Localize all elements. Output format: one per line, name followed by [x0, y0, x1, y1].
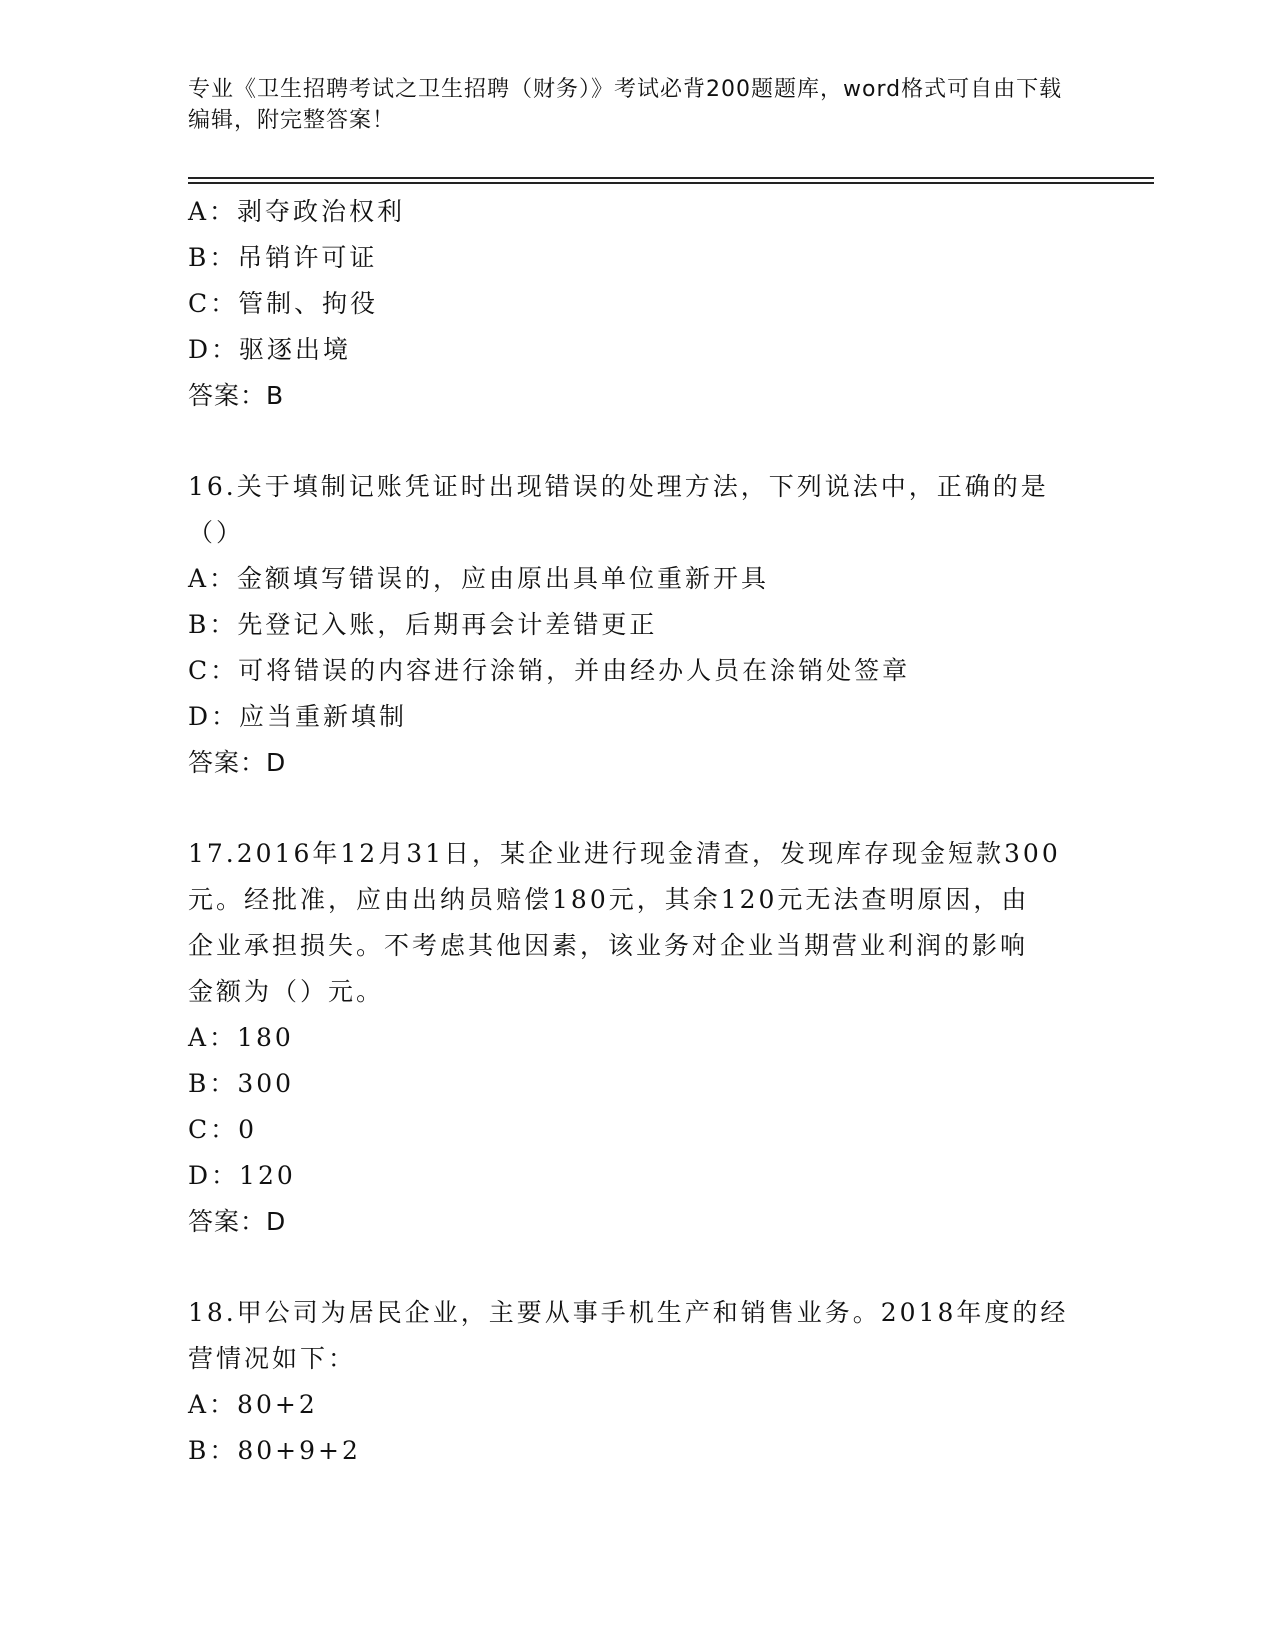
option-d: D：驱逐出境 [188, 335, 352, 364]
question-stem-cont: （） [188, 518, 245, 547]
answer: 答案：D [188, 748, 287, 777]
option-c: C：可将错误的内容进行涂销，并由经办人员在涂销处签章 [188, 656, 911, 685]
option-b: B：吊销许可证 [188, 243, 378, 272]
question-18 [188, 1290, 1088, 1474]
question-stem: 17.2016年12月31日，某企业进行现金清查，发现库存现金短款300 [188, 839, 1061, 868]
option-b: B：先登记入账，后期再会计差错更正 [188, 610, 658, 639]
option-b: B：300 [188, 1069, 295, 1098]
answer: 答案：D [188, 1207, 287, 1236]
option-b: B：80+9+2 [188, 1436, 361, 1465]
question-16 [188, 464, 1088, 786]
question-stem-cont: 企业承担损失。不考虑其他因素，该业务对企业当期营业利润的影响 [188, 931, 1029, 960]
answer: 答案：B [188, 381, 285, 410]
question-stem: 16.关于填制记账凭证时出现错误的处理方法，下列说法中，正确的是 [188, 472, 1049, 501]
question-15 [188, 189, 1088, 419]
question-stem: 18.甲公司为居民企业，主要从事手机生产和销售业务。2018年度的经 [188, 1298, 1069, 1327]
header-divider-bottom [188, 182, 1154, 184]
document-body [188, 189, 1088, 1474]
question-stem-cont: 元。经批准，应由出纳员赔偿180元，其余120元无法查明原因，由 [188, 885, 1030, 914]
option-d: D：应当重新填制 [188, 702, 408, 731]
option-c: C：0 [188, 1115, 258, 1144]
option-a: A：剥夺政治权利 [188, 197, 406, 226]
option-d: D：120 [188, 1161, 296, 1190]
document-header: 专业《卫生招聘考试之卫生招聘（财务）》考试必背200题题库，word格式可自由下载编辑，附完整答案！ [188, 77, 1063, 133]
question-17 [188, 831, 1088, 1245]
option-a: A：金额填写错误的，应由原出具单位重新开具 [188, 564, 770, 593]
option-c: C：管制、拘役 [188, 289, 379, 318]
question-stem-cont: 营情况如下： [188, 1344, 357, 1373]
header-divider-top [188, 177, 1154, 179]
option-a: A：180 [188, 1023, 294, 1052]
option-a: A：80+2 [188, 1390, 318, 1419]
question-stem-cont: 金额为（）元。 [188, 977, 385, 1006]
